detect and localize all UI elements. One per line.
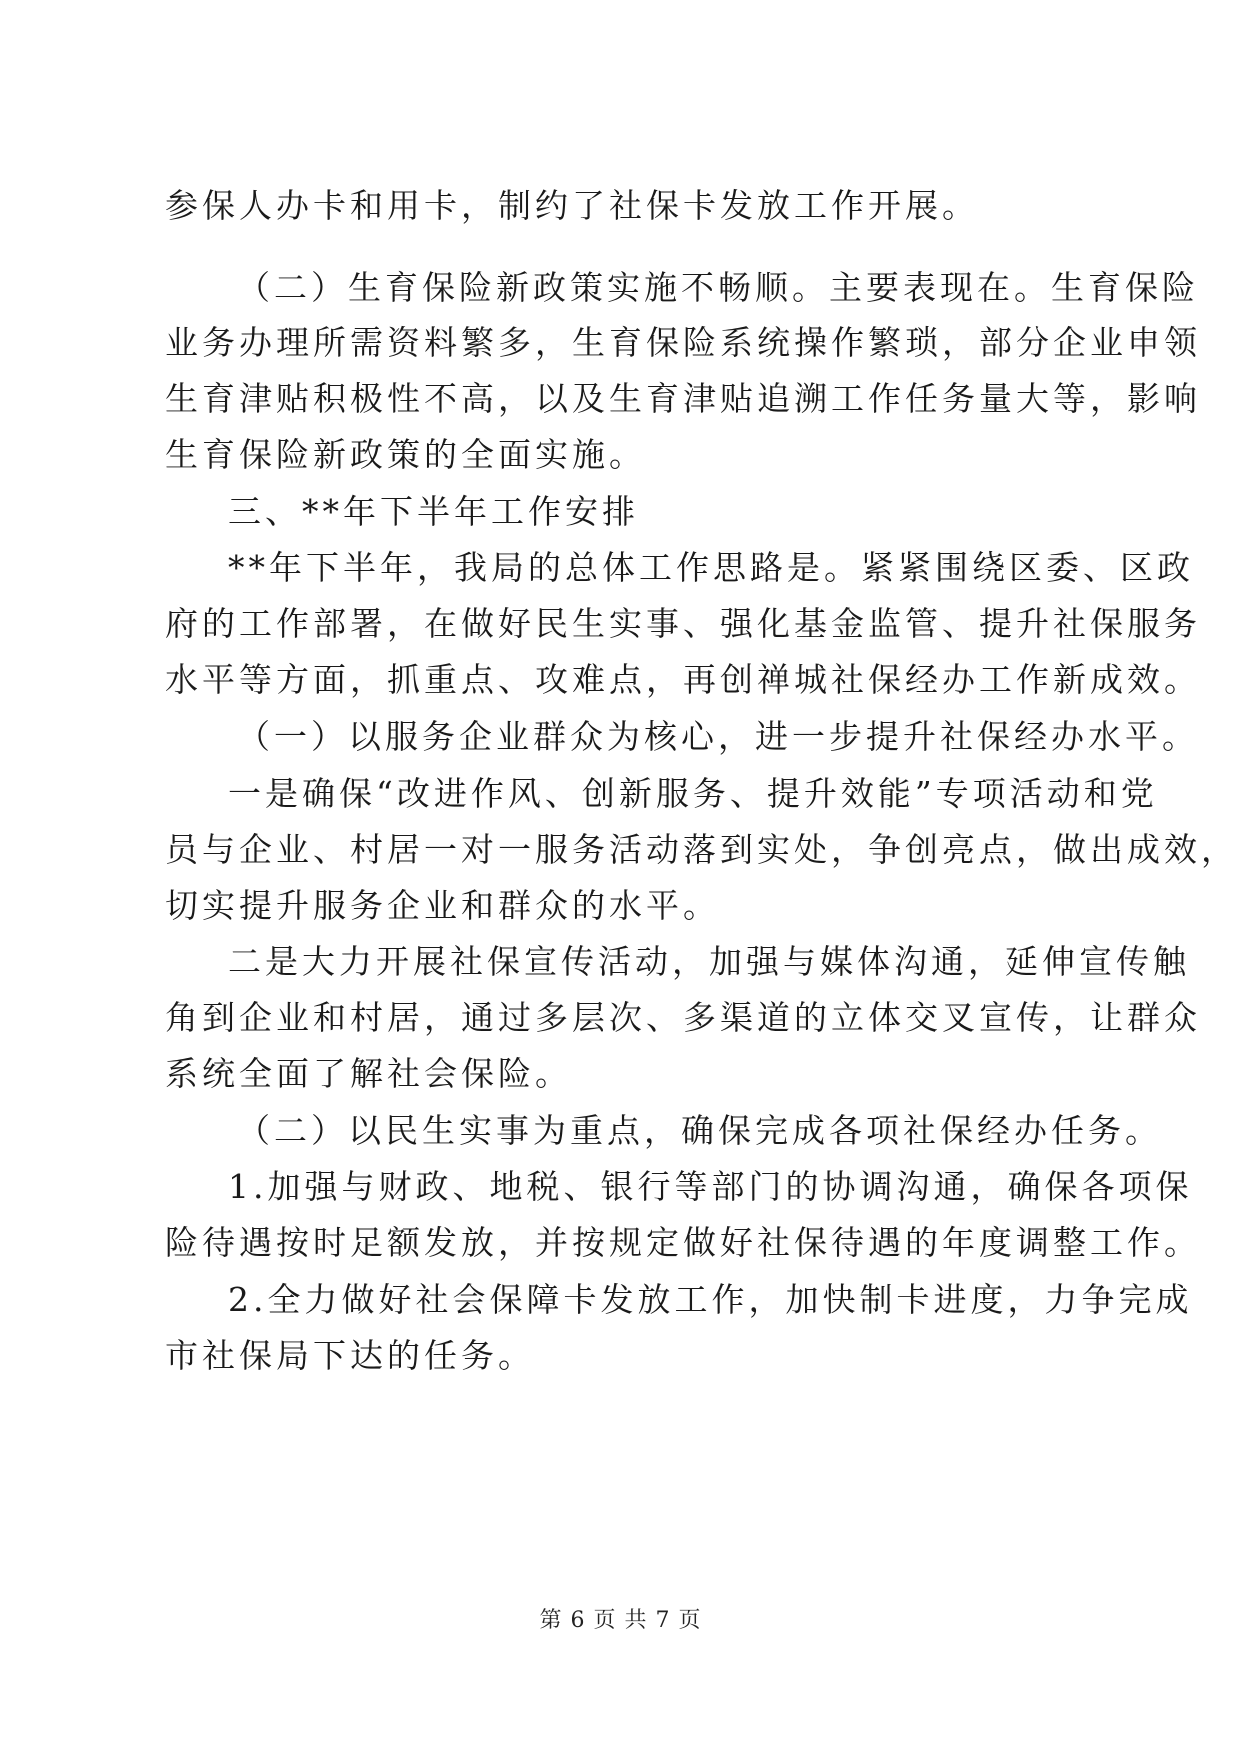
subsection-heading: （二）以民生实事为重点，确保完成各项社保经办任务。 (237, 1111, 1162, 1150)
text-line: 府的工作部署，在做好民生实事、强化基金监管、提升社保服务 (165, 604, 1201, 643)
text-line: 水平等方面，抓重点、攻难点，再创禅城社保经办工作新成效。 (165, 660, 1201, 699)
text-line: 业务办理所需资料繁多，生育保险系统操作繁琐，部分企业申领 (165, 323, 1201, 362)
page-number-footer: 第 6 页 共 7 页 (539, 1608, 702, 1633)
text-line: 二是大力开展社保宣传活动，加强与媒体沟通，延伸宣传触 (228, 942, 1190, 981)
text-line: 角到企业和村居，通过多层次、多渠道的立体交叉宣传，让群众 (165, 998, 1201, 1037)
text-line: 生育保险新政策的全面实施。 (165, 435, 646, 474)
text-line: 一是确保“改进作风、创新服务、提升效能”专项活动和党 (228, 774, 1158, 813)
text-line: 参保人办卡和用卡，制约了社保卡发放工作开展。 (165, 186, 979, 225)
text-line: 市社保局下达的任务。 (165, 1336, 535, 1375)
text-line: 险待遇按时足额发放，并按规定做好社保待遇的年度调整工作。 (165, 1223, 1201, 1262)
text-line: 生育津贴积极性不高，以及生育津贴追溯工作任务量大等，影响 (165, 379, 1201, 418)
text-line: 员与企业、村居一对一服务活动落到实处，争创亮点，做出成效， (165, 830, 1238, 869)
text-line: 系统全面了解社会保险。 (165, 1054, 572, 1093)
text-line: 1.加强与财政、地税、银行等部门的协调沟通，确保各项保 (228, 1167, 1193, 1206)
subsection-heading: （一）以服务企业群众为核心，进一步提升社保经办水平。 (237, 717, 1199, 756)
text-line: 2.全力做好社会保障卡发放工作，加快制卡进度，力争完成 (228, 1280, 1193, 1319)
text-line: 切实提升服务企业和群众的水平。 (165, 886, 720, 925)
section-heading: 三、**年下半年工作安排 (228, 492, 639, 531)
text-line: （二）生育保险新政策实施不畅顺。主要表现在。生育保险 (237, 268, 1199, 307)
text-line: **年下半年，我局的总体工作思路是。紧紧围绕区委、区政 (228, 548, 1194, 587)
